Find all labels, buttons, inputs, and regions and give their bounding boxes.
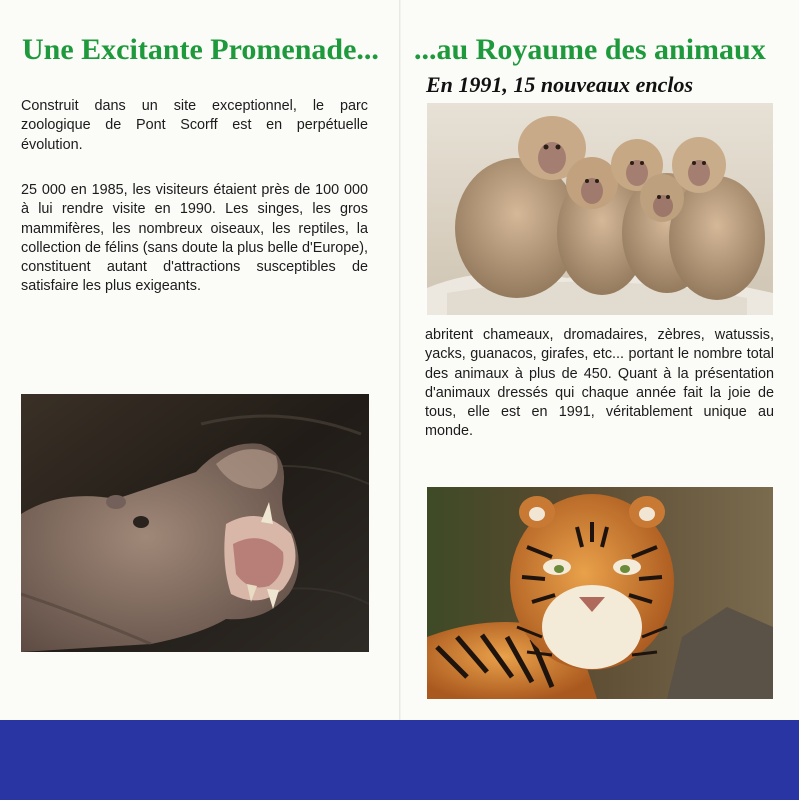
bottom-band — [0, 720, 799, 800]
subheading: En 1991, 15 nouveaux enclos — [426, 72, 694, 97]
hippopotamus-photo — [21, 394, 369, 652]
page-fold — [399, 0, 401, 720]
tiger-photo — [427, 487, 773, 699]
baboons-photo — [427, 103, 773, 315]
left-heading: Une Excitante Promenade... — [22, 33, 379, 66]
visitors-paragraph: 25 000 en 1985, les visiteurs étaient près de 100 000 à lui rendre visite en 1990. Les singes, les gros mammifères, les nombreux oiseaux, les reptiles, la collection de félins (sans doute la plus belle d'Europe), constituent autant d'attractions susceptibles de satisfaire les plus exigeants. — [21, 182, 368, 295]
right-heading: ...au Royaume des animaux — [414, 33, 766, 66]
enclosures-paragraph: abritent chameaux, dromadaires, zèbres, watussis, yacks, guanacos, girafes, etc... portant le nombre total des animaux à plus de 450. Quant à la présentation d'animaux dressés qui chaque année fait la joie de tous, elle est en 1991, véritablement unique au monde. — [425, 327, 774, 440]
intro-paragraph: Construit dans un site exceptionnel, le parc zoologique de Pont Scorff est en perpétuelle évolution. — [21, 98, 368, 153]
